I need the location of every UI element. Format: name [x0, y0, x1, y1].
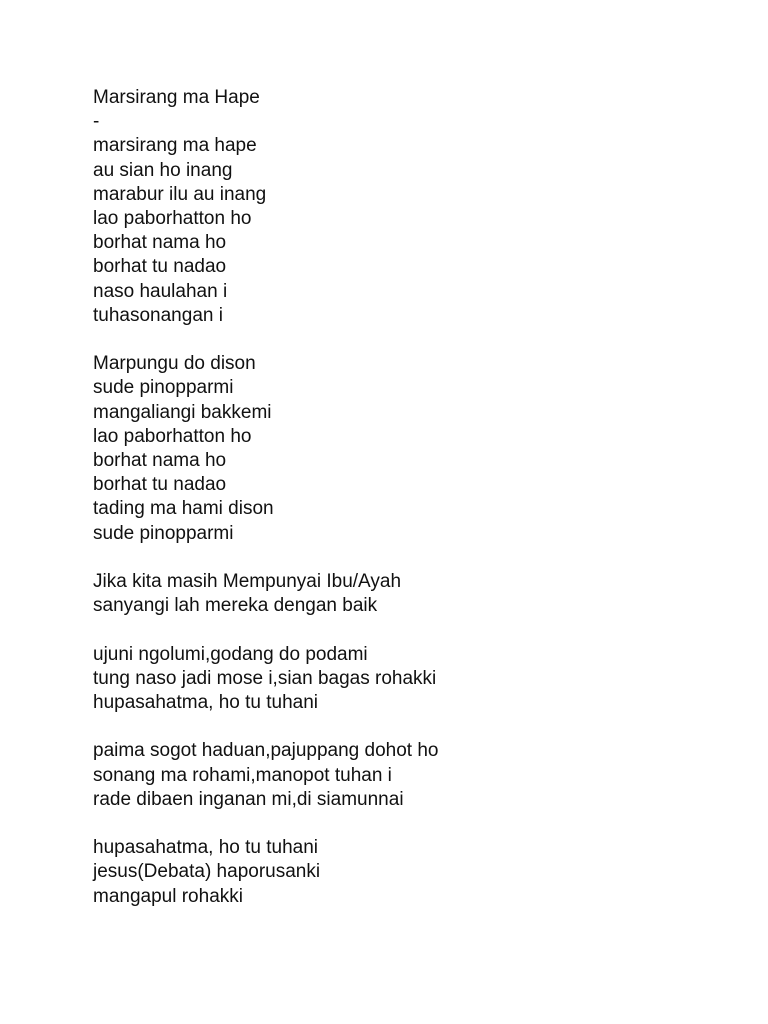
lyric-line: Jika kita masih Mempunyai Ibu/Ayah: [93, 571, 402, 593]
lyric-line: jesus(Debata) haporusanki: [93, 861, 321, 883]
lyric-line: marsirang ma hape: [93, 135, 257, 157]
stanza-1: [93, 134, 438, 328]
title-separator: -: [93, 111, 100, 133]
stanza-5: [93, 739, 438, 812]
lyric-line: hupasahatma, ho tu tuhani: [93, 692, 319, 714]
document-title: Marsirang ma Hape: [93, 87, 260, 108]
lyric-line: paima sogot haduan,pajuppang dohot ho: [93, 740, 439, 762]
lyric-line: hupasahatma, ho tu tuhani: [93, 837, 319, 859]
lyric-line: borhat nama ho: [93, 232, 227, 254]
lyric-line: tuhasonangan i: [93, 304, 223, 326]
lyric-line: sude pinopparmi: [93, 522, 234, 544]
lyric-line: tung naso jadi mose i,sian bagas rohakki: [93, 667, 437, 689]
lyric-line: borhat tu nadao: [93, 256, 227, 278]
lyric-line: borhat nama ho: [93, 450, 227, 472]
lyric-line: marabur ilu au inang: [93, 183, 267, 205]
stanza-6: [93, 836, 438, 909]
lyric-line: naso haulahan i: [93, 280, 228, 302]
lyric-line: rade dibaen inganan mi,di siamunnai: [93, 788, 404, 810]
lyrics-body: [93, 86, 438, 909]
stanza-4: [93, 643, 438, 716]
lyric-line: sude pinopparmi: [93, 377, 234, 399]
lyric-line: mangapul rohakki: [93, 885, 243, 907]
lyric-line: lao paborhatton ho: [93, 208, 252, 230]
title-block: [93, 86, 438, 134]
lyric-line: sanyangi lah mereka dengan baik: [93, 595, 378, 617]
lyric-line: tading ma hami dison: [93, 498, 274, 520]
stanza-2: [93, 352, 438, 546]
stanza-3: [93, 570, 438, 618]
lyric-line: Marpungu do dison: [93, 353, 256, 375]
lyric-line: ujuni ngolumi,godang do podami: [93, 643, 368, 665]
lyric-line: sonang ma rohami,manopot tuhan i: [93, 764, 392, 786]
lyric-line: au sian ho inang: [93, 159, 233, 181]
lyric-line: borhat tu nadao: [93, 474, 227, 496]
lyric-line: mangaliangi bakkemi: [93, 401, 272, 423]
lyric-line: lao paborhatton ho: [93, 425, 252, 447]
